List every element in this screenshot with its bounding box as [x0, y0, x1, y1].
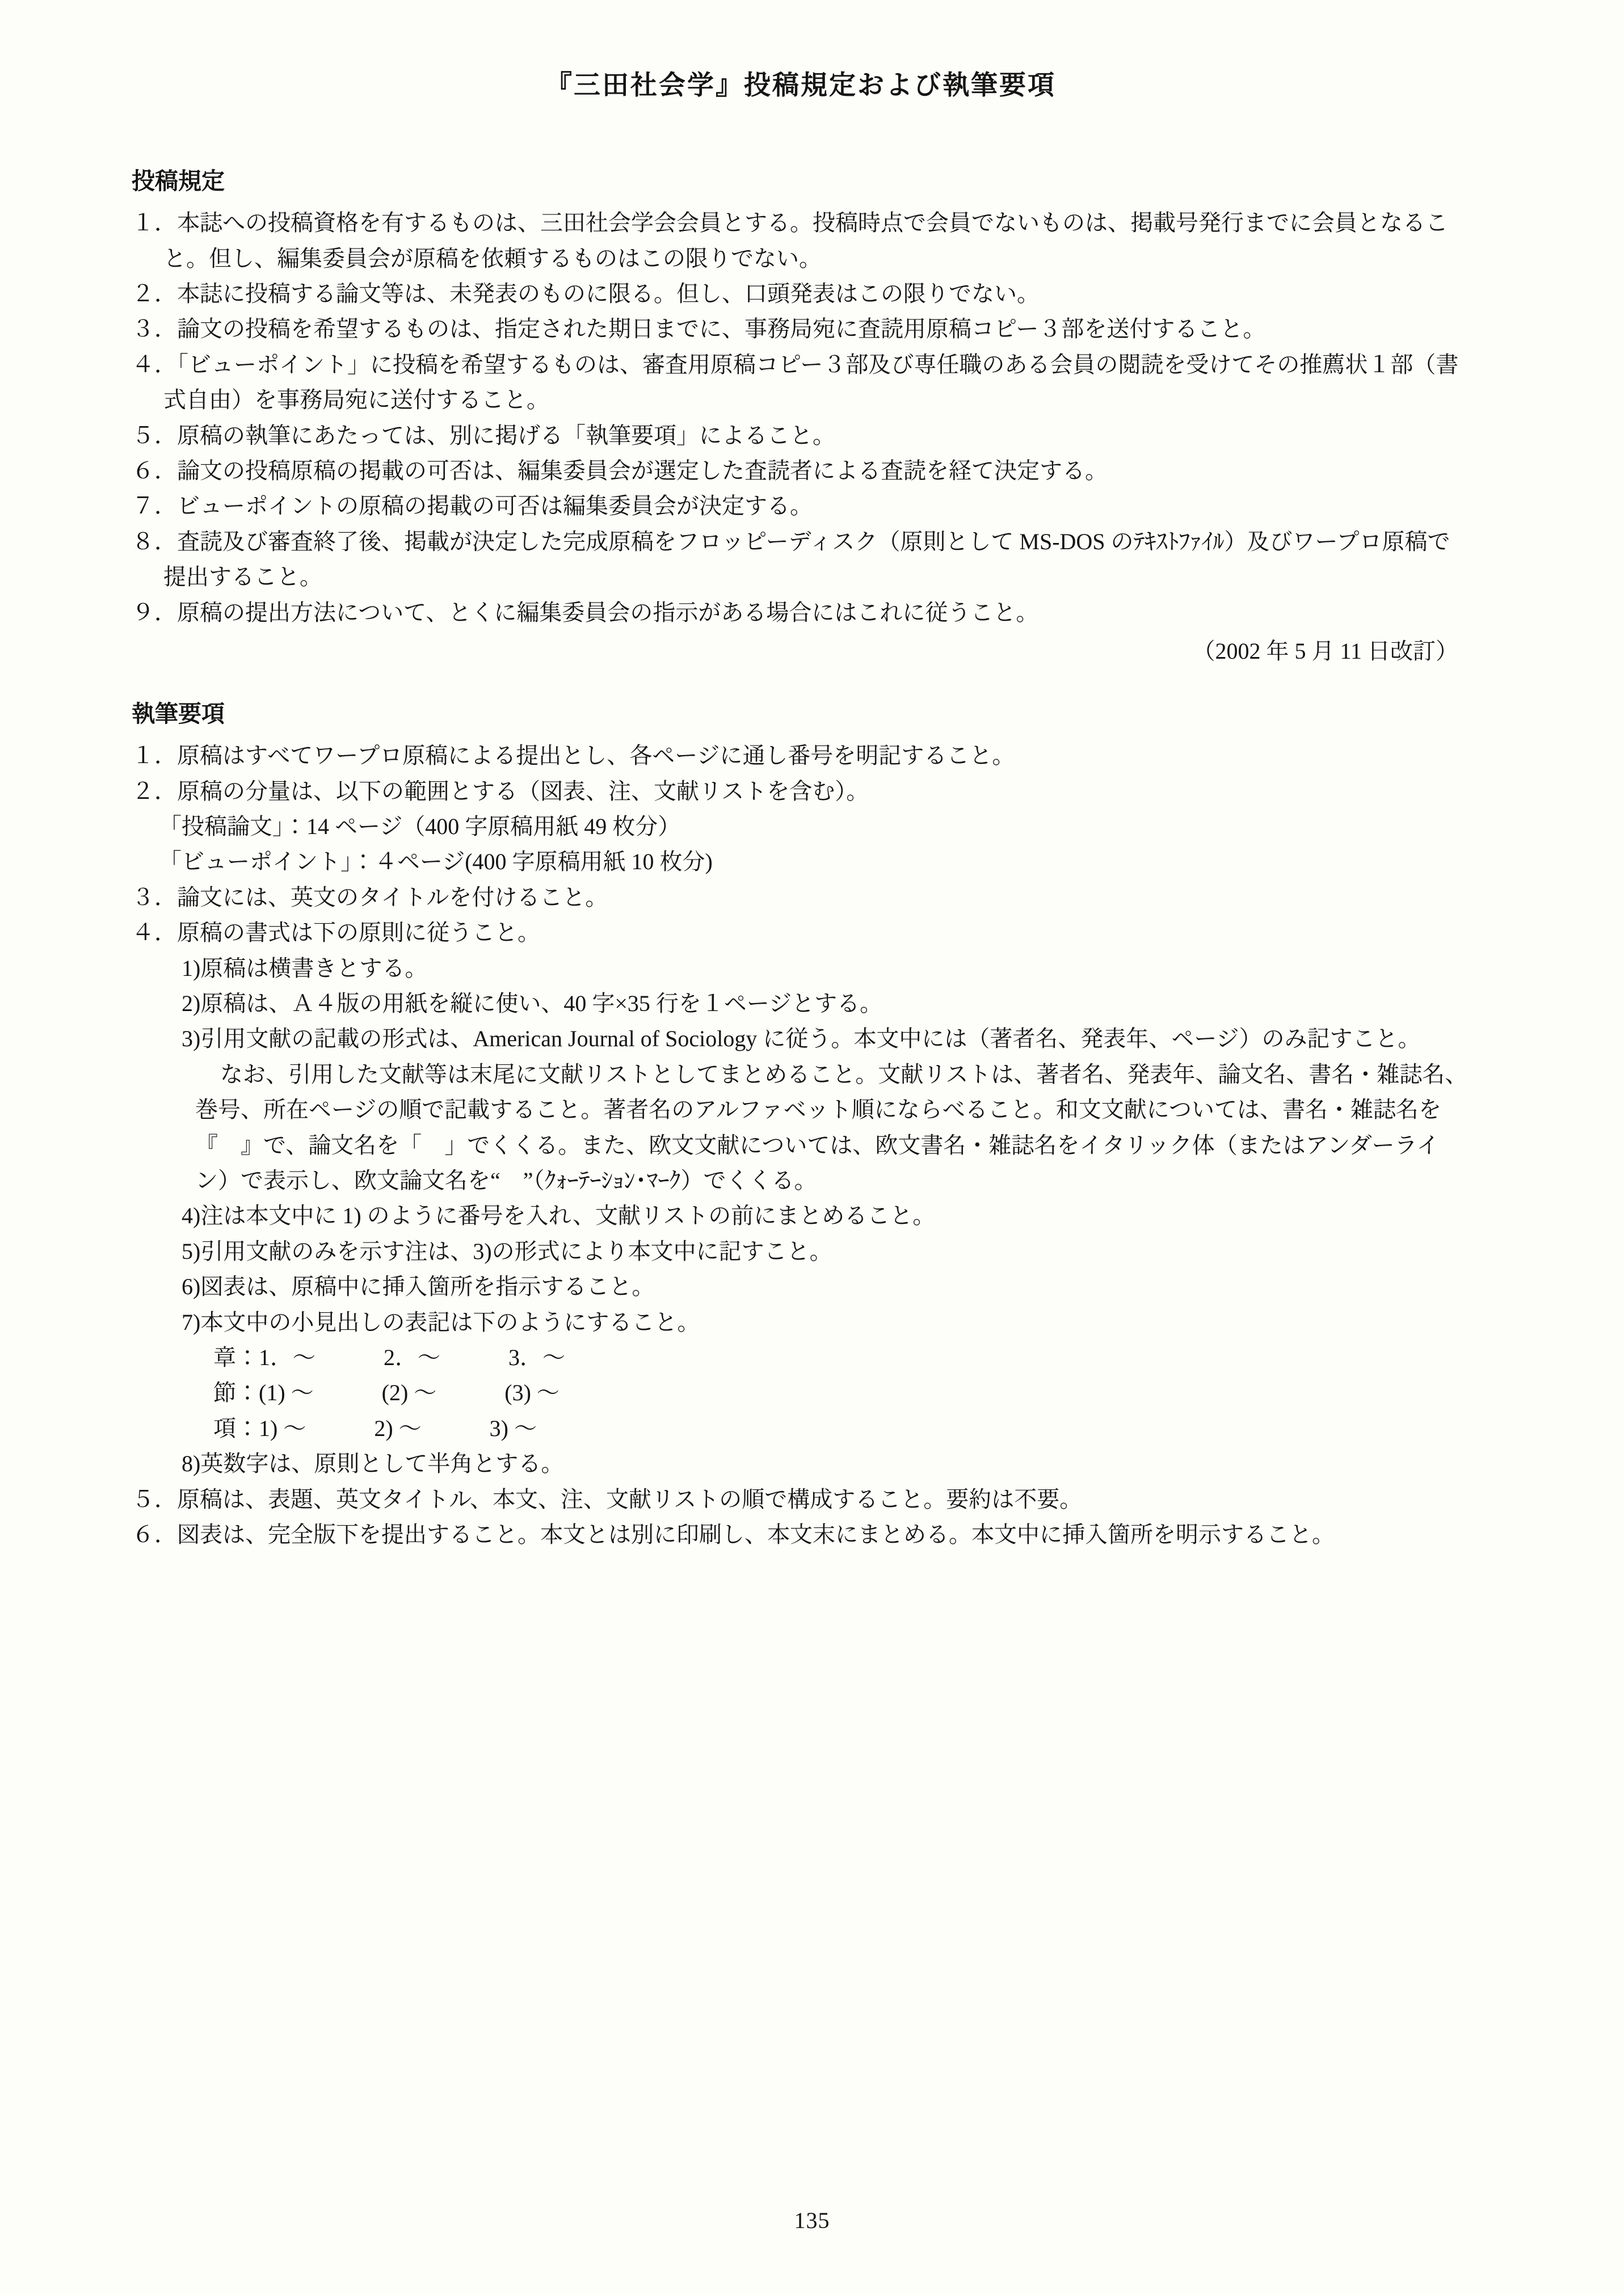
format-rule-8: 8)英数字は、原則として半角とする。 [182, 1451, 564, 1477]
format-rule-1: 1)原稿は横書きとする。 [182, 955, 428, 981]
submission-rule-9: ９．原稿の提出方法について、とくに編集委員会の指示がある場合にはこれに従うこと。 [132, 599, 1039, 625]
guideline-4: ４．原稿の書式は下の原則に従うこと。 [132, 920, 540, 946]
format-rule-4: 4)注は本文中に 1) のように番号を入れ、文献リストの前にまとめること。 [182, 1203, 936, 1229]
revision-note: （2002 年 5 月 11 日改訂） [1192, 638, 1458, 664]
section-writing-guidelines [132, 696, 1470, 1552]
submission-rule-2: ２．本誌に投稿する論文等は、未発表のものに限る。但し、口頭発表はこの限りでない。 [132, 281, 1040, 307]
submission-rule-1: １．本誌への投稿資格を有するものは、三田社会学会会員とする。投稿時点で会員でないものは、掲載号発行までに会員となること。但し、編集委員会が原稿を依頼するものはこの限りでない。 [132, 210, 1448, 271]
format-rule-6: 6)図表は、原稿中に挿入箇所を指示すること。 [182, 1274, 655, 1300]
format-rule-3: 3)引用文献の記載の形式は、American Journal of Sociology に従う。本文中には（著者名、発表年、ページ）のみ記すこと。 [182, 1026, 1421, 1052]
section-submission-rules [132, 163, 1470, 669]
heading-row-chapter: 章：1．〜 2．〜 3．〜 [213, 1344, 565, 1370]
format-rule-7: 7)本文中の小見出しの表記は下のようにすること。 [182, 1309, 700, 1335]
heading-row-section: 節：(1) 〜 (2) 〜 (3) 〜 [213, 1380, 559, 1406]
volume-line-paper: 「投稿論文」：14 ページ（400 字原稿用紙 49 枚分） [159, 814, 681, 840]
guideline-5: ５．原稿は、表題、英文タイトル、本文、注、文献リストの順で構成すること。要約は不要。 [132, 1486, 1083, 1512]
format-rule-5: 5)引用文献のみを示す注は、3)の形式により本文中に記すこと。 [182, 1238, 832, 1264]
format-rule-2: 2)原稿は、Ａ４版の用紙を縦に使い、40 字×35 行を１ページとする。 [182, 991, 883, 1017]
submission-rule-5: ５．原稿の執筆にあたっては、別に掲げる「執筆要項」によること。 [132, 422, 835, 448]
submission-rules-heading: 投稿規定 [132, 168, 225, 195]
submission-rule-6: ６．論文の投稿原稿の掲載の可否は、編集委員会が選定した査読者による査読を経て決定する。 [132, 458, 1108, 483]
guideline-3: ３．論文には、英文のタイトルを付けること。 [132, 884, 608, 910]
submission-rule-4: ４．「ビューポイント」に投稿を希望するものは、審査用原稿コピー３部及び専任職のある会員の閲読を受けてその推薦状１部（書式自由）を事務局宛に送付すること。 [132, 351, 1459, 413]
page-title: 『三田社会学』投稿規定および執筆要項 [545, 71, 1056, 100]
submission-rule-7: ７．ビューポイントの原稿の掲載の可否は編集委員会が決定する。 [132, 493, 813, 519]
writing-guidelines-heading: 執筆要項 [132, 701, 225, 727]
submission-rule-8: ８．査読及び審査終了後、掲載が決定した完成原稿をフロッピーディスク（原則として MS-DOS のﾃｷｽﾄﾌｧｲﾙ）及びワープロ原稿で提出すること。 [132, 528, 1450, 590]
volume-line-viewpoint: 「ビューポイント」：４ページ(400 字原稿用紙 10 枚分) [159, 849, 713, 875]
submission-rule-3: ３．論文の投稿を希望するものは、指定された期日までに、事務局宛に査読用原稿コピー３部を送付すること。 [132, 316, 1266, 342]
page-number: 135 [794, 2207, 830, 2233]
guideline-1: １．原稿はすべてワープロ原稿による提出とし、各ページに通し番号を明記すること。 [132, 743, 1015, 769]
citation-note: なお、引用した文献等は末尾に文献リストとしてまとめること。文献リストは、著者名、発表年、論文名、書名・雑誌名、巻号、所在ページの順で記載すること。著者名のアルファベット順にならべること。和文文献については、書名・雑誌名を『 』で、論文名を「 」でくくる。また、欧文文献については、欧文書名・雑誌名をイタリック体（またはアンダーライン）で表示し、欧文論文名を“ ”（ｸｫｰﾃｰｼｮﾝ･ﾏｰｸ）でくくる。 [195, 1061, 1468, 1193]
guideline-2: ２．原稿の分量は、以下の範囲とする（図表、注、文献リストを含む）。 [132, 778, 869, 804]
guideline-6: ６．図表は、完全版下を提出すること。本文とは別に印刷し、本文末にまとめる。本文中に挿入箇所を明示すること。 [132, 1521, 1335, 1547]
heading-row-item: 項：1) 〜 2) 〜 3) 〜 [213, 1415, 537, 1441]
